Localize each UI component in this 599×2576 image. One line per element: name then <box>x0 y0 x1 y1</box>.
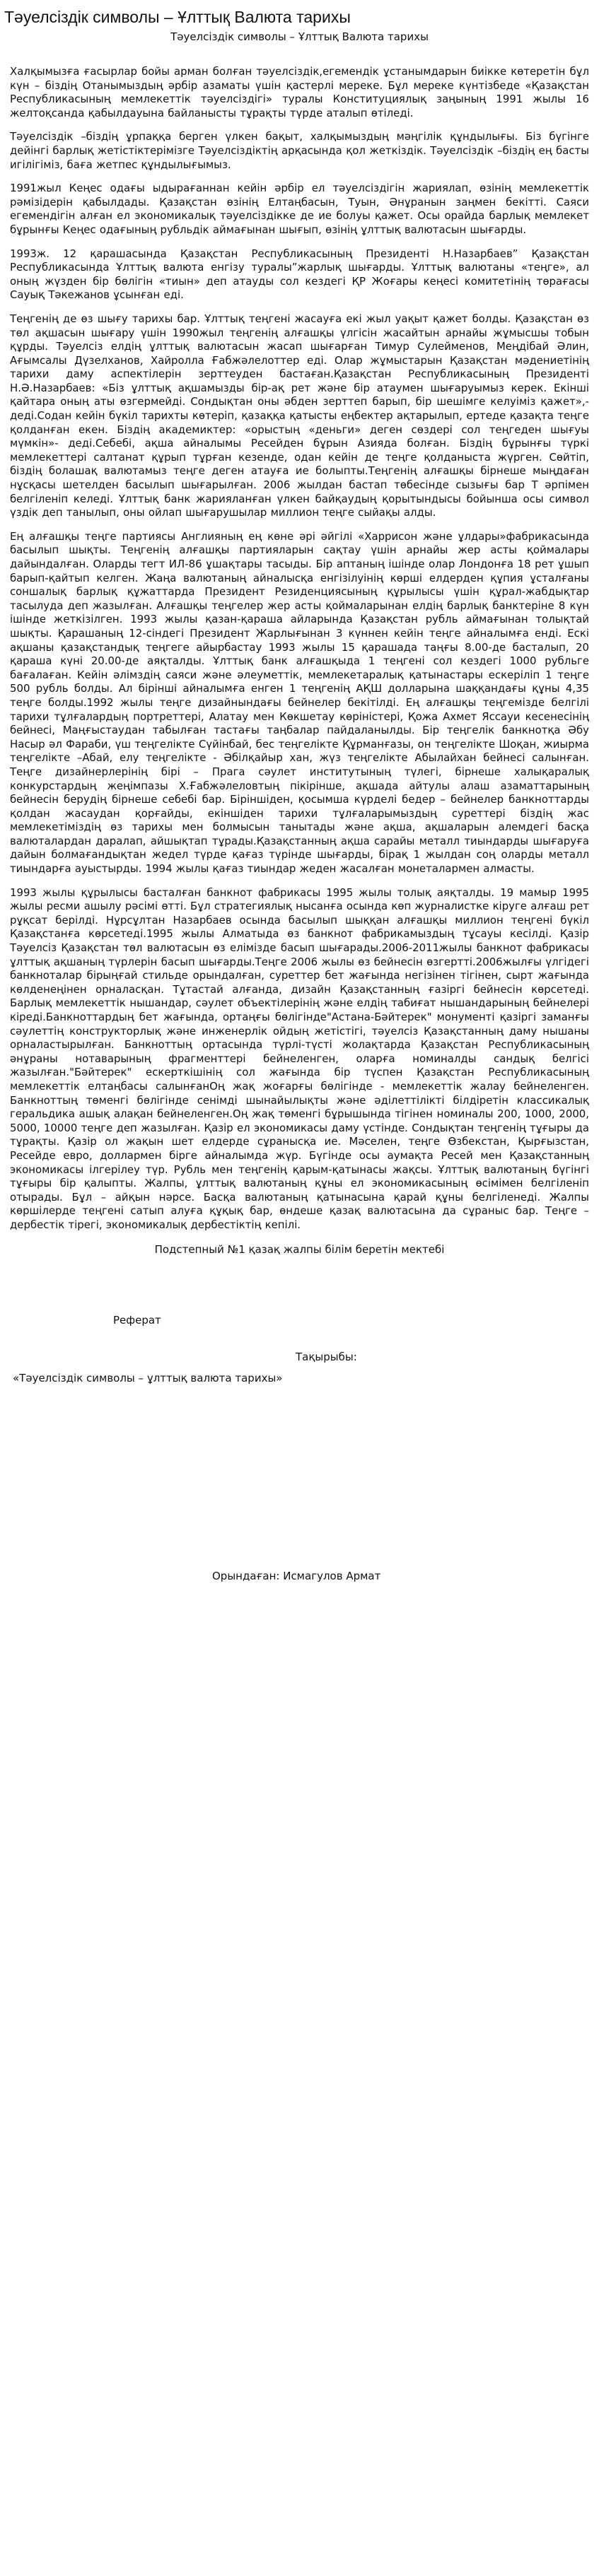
author-line: Орындаған: Исмагулов Армат <box>212 1569 381 1582</box>
paragraph: Халқымызға ғасырлар бойы арман болған тәуелсіздік,егемендік ұстанымдарын биікке көтеретін бұл күн – біздің Отанымыздың әрбір азаматы үшін қастерлі мереке. Бұл мереке күнтізбеде «Қазақстан Республикасының мемлекеттік тәуелсіздігі» туралы Конституциялық заңының 1991 жылы 16 желтоқсанда қабылдауына байланысты тұрақты түрде аталып өтіледі. <box>10 65 589 119</box>
paragraph: 1993ж. 12 қарашасында Қазақстан Республикасының Президенті Н.Назарбаев” Қазақстан Республикасында Ұлттық валюта енгізу туралы”жарлық шығарды. Ұлттық валютаны «теңге», ал оның жүзден бір бөлігін «тиын» деп атауды сол кездегі ҚР Жоғары кеңесі комитетінің төрағасы Сауық Тәкежанов ұсынған еді. <box>10 247 589 302</box>
paragraph: 1993 жылы құрылысы басталған банкнот фабрикасы 1995 жылы толық аяқталды. 19 мамыр 1995 жылы ресми ашылу рәсімі өтті. Бұл стратегиялық нысанға осында көп журналистке кіруге алғаш рет рұқсат берілді. Нұрсұлтан Назарбаев осында басылып шыққан алғашқы миллион теңгені бүкіл Қазақстанға көрсетеді.1995 жылы Алматыда өз банкнот фабрикамыздың тұсауы кесілді. Қазір Тәуелсіз Қазақстан төл валютасын өз елімізде басып шығарады.2006-2011жылы банкнот фабрикасы ұлттық ақшаның түрлерін басып шығарды.Теңге 2006 жылы өз бейнесін өзгертті.2006жылғы үлгідегі банкноталар бірыңғай стильде орындалған, суреттер бет жағында негізінен тігінен, сырт жағында көлденеңінен орналасқан. Тұтастай алғанда, дизайн Қазақстанның ғазіргі бейнесін көрсетеді. Барлық мемлекеттік нышандар, сәулет объектілерінің және елдің табиғат нышандарының бейнелері кіреді.Банкноттардың бет жағында, ортаңғы бөлігінде"Астана-Бәйтерек" монументі қазіргі заманғы сәулеттің конструкторлық және инженерлік ойдың жетістігі, тәуелсіз Қазақстанның даму нышаны орналастырылған. Банкноттың ортасында түрлі-түсті жолақтарда Қазақстан Республикасының әнұраны нотаварының фрагменттері бейнеленген, оларға номиналды сандық белгісі жазылған."Бәйтерек" ескерткішінің сол жағында бір түспен Қазақстан Республикасының мемлекеттік елтаңбасы салынғанОң жақ жоғарғы бөлігінде - мемлекеттік жалау бейнеленген. Банкноттың төменгі бөлігінде сенімді шынайылықты және әділеттілікті білдіретін классикалық геральдика ашық алақан бейнеленген.Оң жақ төменгі бұрышында тігінен номиналы 200, 1000, 2000, 5000, 10000 теңге деп жазылған. Қазір ел экономикасы даму үстінде. Сондықтан теңгенің тұғыры да тұрақты. Қазір ол жақын шет елдерде сұранысқа ие. Мәселен, теңге Өзбекстан, Қырғызстан, Ресейде евро, доллармен бірге айналымда жүр. Бүгінде осы аумақта Ресей мен Қазақстанның экономикасы ілгерілеу түр. Рубль мен теңгенің қарым-қатынасы жақсы. Ұлттық валютаның бүгінгі тұғыры бір қалыпты. Жалпы, ұлттық валютаның құны ел экономикасының өсімімен белгіленіп отырады. Бұл – айқын нәрсе. Басқа валютаның қатынасына қарай құны белгіленеді. Жалпы көршілерде теңгені сатып алуға құқық бар, өндеше қазақ валютасына да сұраныс бар. Теңге – дербестік тірегі, экономикалық дербестіктің кепілі. <box>10 886 589 1231</box>
school-name: Подстепный №1 қазақ жалпы білім беретін мектебі <box>154 1242 445 1256</box>
topic-label: Тақырыбы: <box>296 1350 357 1363</box>
paragraph: Ең алғашқы теңге партиясы Англияның ең көне әрі әйгілі «Харрисон және ұлдары»фабрикасында басылып шықты. Теңгенің алғашқы партияларын сақтау үшін арнайы жер асты қоймалары дайындалған. Оларды тегт ИЛ-86 ұшақтары тасыды. Бір аптаның ішінде олар Лондонға 18 рет ұшып барып-қайтып келген. Жаңа валютаның айналысқа енгізілуінің көрші елдерден құпия ұсталғаны соншалық барлық құжаттарда Президент Резиденциясының құрылысы үшін құрал-жабдықтар тасылуда деп жазылған. Алғашқы теңгелер жер асты қоймаларынан елдің барлық банктеріне 8 күн ішінде жеткізілген. 1993 жылы қазан-қараша айларында Қазақстан рубль аймағынан толықтай шықты. Қарашаның 12-сіндегі Президент Жарлығынан 3 күннен кейін теңге айналымға енді. Ескі ақшаны қазақстандық теңгеге айырбастау 1993 жылы 15 қарашада таңғы 8.00-де басталып, 20 қараша күні 20.00-де аяқталды. Ұлттық банк алғашқыда 1 теңгені сол кездегі 1000 рубльге бағалаған. Кейін әлімздің саяси және әлеуметтік, мемлекетаралық қатынастары ескеріліп 1 теңге 500 рубль болды. Ал бірінші айналымға енген 1 теңгенің АҚШ долларына шаққандағы құны 4,35 теңге болды.1992 жылы теңге дизайнындағы бейнелер бекітілді. Ең алғашқы теңгемізде белгілі тарихи тұлғалардың портреттері, Алатау мен Көкшетау көріністері, Қожа Ахмет Яссауи кесенесінің бейнесі, Маңғыстаудан табылған тастағы таңбалар пайдаланылды. Бір теңгелік банкнотқа Әбу Насыр әл Фараби, үш теңгелікте Сүйінбай, бес теңгелікте Құрманғазы, он теңгелікте Шоқан, жиырма теңгелікте –Абай, елу теңгелікте - Әбілқайыр хан, жүз теңгелікте Абылайхан бейнесі салынған. Теңге дизайнерлерінің бірі – Прага сәулет институтының түлегі, бірнеше халықаралық конкурстардың жеңімпазы Х.Ғабжәлеловтың пікірінше, ақшада айтулы алаш азаматтарының бейнесін берудің бірнеше себебі бар. Біріншіден, қосымша күрделі бедер – бейнелер банкноттарды қолдан жасаудан қорғайды, екіншіден тарихи тұлғаларымыздың суреттері біздің жас мемлекетіміздің өз тарихы мен болмысын танытады және ақша, ақшаларын алемдегі басқа валюталардан даралап, айшықтап тұрады.Қазақстанның ақша сарайы металл тиындарды шығаруға дайын болмағандықтан жедел түрде қағаз түрінде шығарды, бірақ 1 жылдан соң оларды металл тиындарға ауыстырды. 1994 жылы қағаз тиындар жеден жасалған монеталармен алмасты. <box>10 529 589 876</box>
paragraph: Тәуелсіздік –біздің ұрпаққа берген үлкен бақыт, халқымыздың мәңгілік құндылығы. Біз бүгінге дейінгі барлық жетістіктерімізге Тәуелсіздіктің арқасында қол жеткіздік. Тәуелсіздік –біздің ең басты игілігіміз, баға жетпес құндылығымыз. <box>10 130 589 171</box>
document-body <box>0 65 599 1233</box>
topic-title: «Тәуелсіздік символы – ұлттық валюта тарихы» <box>13 1371 283 1384</box>
paragraph: Теңгенің де өз шығу тарихы бар. Ұлттық теңгені жасауға екі жыл уақыт қажет болды. Қазақстан өз төл ақшасын шығару үшін 1990жыл теңгенің алғашқы үлгісін жасайтын арнайы жұмысшы тобын құрды. Тәуелсіз елдің ұлттық валютасын жасап шығарған Тимур Сулейменов, Меңдібай Әлин, Ағымсалы Дүзелханов, Хайролла Ғабжәлелоттер еді. Олар жұмыстарын Қазақстан мәдениетінің тарихи даму аспектілерін зерттеуден бастаған.Қазақстан Республикасының Президенті Н.Ә.Назарбаев: «Біз ұлттық ақшамызды бір-ақ рет және бір атаумен шығаруымыз керек. Екінші қайтара оның аты өзгермейді. Сондықтан оны әбден зерттеп барып, бір шешімге келуіміз қажет»,- деді.Содан кейін бүкіл тарихты көтеріп, қазаққа қатысты еңбектер ақтарылып, ертеде қазақта теңге қолданған екен. Біздің академиктер: «орыстың «деньги» деген сөздері сол теңгеден шығуы мүмкін»- деді.Себебі, ақша айналымы Ресейден бұрын Азияда болған. Біздің бұрынғы түркі мемлекеттері салтанат құрып тұрған кезенде, одан кейін де теңге қолданыста жүрген. Сөйтіп, біздің болашақ валютамыз теңге деген атауға ие болыпты.Теңгенің алғашқы бірнеше мыңдаған нұсқасы шетелден басылып шығарылған. 2006 жылдан бастап төбесінде сызығы бар Т әрпімен белгіленіп келеді. Ұлттық банк жарияланған үлкен байқаудың қорытындысы бойынша осы символ үздік деп танылып, оны ойлап шығарушылар миллион теңге сыйақы алды. <box>10 312 589 519</box>
referat-label: Реферат <box>113 1313 161 1327</box>
paragraph: 1991жыл Кеңес одағы ыдырағаннан кейін әрбір ел тәуелсіздігін жариялап, өзінің мемлекеттік рәмізідерін қабылдады. Қазақстан өзінің Елтаңбасын, Туын, Әнұранын заңмен бекітті. Саяси егемендігін алған ел экономикалық тәуелсіздікке де ие болуы қажет. Осы орайда барлық мемлекет бұрынғы Кеңес одағының рубльдік аймағынан шығып, өзінің ұлттық валютасын шығарды. <box>10 182 589 236</box>
document-subtitle: Тәуелсіздік символы – Ұлттық Валюта тарихы <box>170 30 429 43</box>
document-title: Тәуелсіздік символы – Ұлттық Валюта тарихы <box>4 8 351 26</box>
